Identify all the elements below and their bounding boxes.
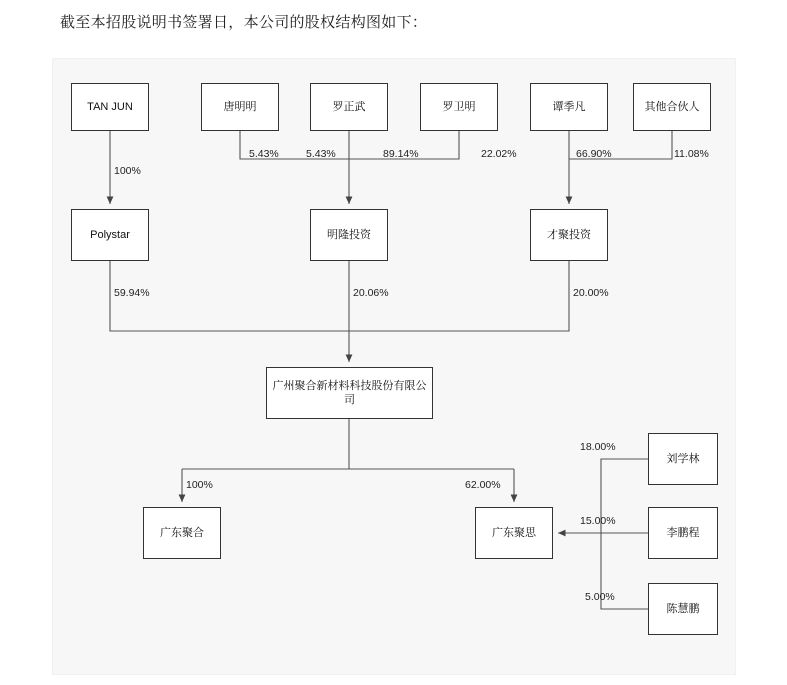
node-other-partners[interactable]: 其他合伙人 [633,83,711,131]
edge-label-juhe-gdjuhe: 100% [186,479,213,491]
edge-label-tanjifan-caiju: 22.02% [481,148,517,160]
ownership-structure-diagram [52,58,736,675]
node-guangdong-jusi[interactable]: 广东聚思 [475,507,553,559]
edge-label-liuxuelin-gdjusi: 18.00% [580,441,616,453]
edge-label-otherpartners-caiju: 66.90% [576,148,612,160]
node-chenhuipeng[interactable]: 陈慧鹏 [648,583,718,635]
node-caiju[interactable]: 才聚投资 [530,209,608,261]
edge-label-tanjun-polystar: 100% [114,165,141,177]
edge-label-lipengcheng-gdjusi: 15.00% [580,515,616,527]
node-tan-jun[interactable]: TAN JUN [71,83,149,131]
edge-label-caiju-extra: 11.08% [674,148,709,160]
node-tanjifan[interactable]: 谭季凡 [530,83,608,131]
edge-label-caiju-juhe: 20.00% [573,287,609,299]
node-tangmingming[interactable]: 唐明明 [201,83,279,131]
edge-label-minglong-juhe: 20.06% [353,287,389,299]
node-luoweiming[interactable]: 罗卫明 [420,83,498,131]
node-juhe-company[interactable]: 广州聚合新材料科技股份有限公司 [266,367,433,419]
edge-label-polystar-juhe: 59.94% [114,287,150,299]
edge-label-luoweiming-minglong: 89.14% [383,148,419,160]
node-minglong[interactable]: 明隆投资 [310,209,388,261]
node-guangdong-juhe[interactable]: 广东聚合 [143,507,221,559]
node-polystar[interactable]: Polystar [71,209,149,261]
edge-label-luozhengwu-minglong: 5.43% [306,148,336,160]
node-luozhengwu[interactable]: 罗正武 [310,83,388,131]
node-liuxuelin[interactable]: 刘学林 [648,433,718,485]
edge-label-tangmingming-minglong: 5.43% [249,148,279,160]
edge-label-chenhuipeng-gdjusi: 5.00% [585,591,615,603]
page-caption: 截至本招股说明书签署日，本公司的股权结构图如下： [60,14,428,31]
node-lipengcheng[interactable]: 李鹏程 [648,507,718,559]
edge-label-juhe-gdjusi: 62.00% [465,479,501,491]
